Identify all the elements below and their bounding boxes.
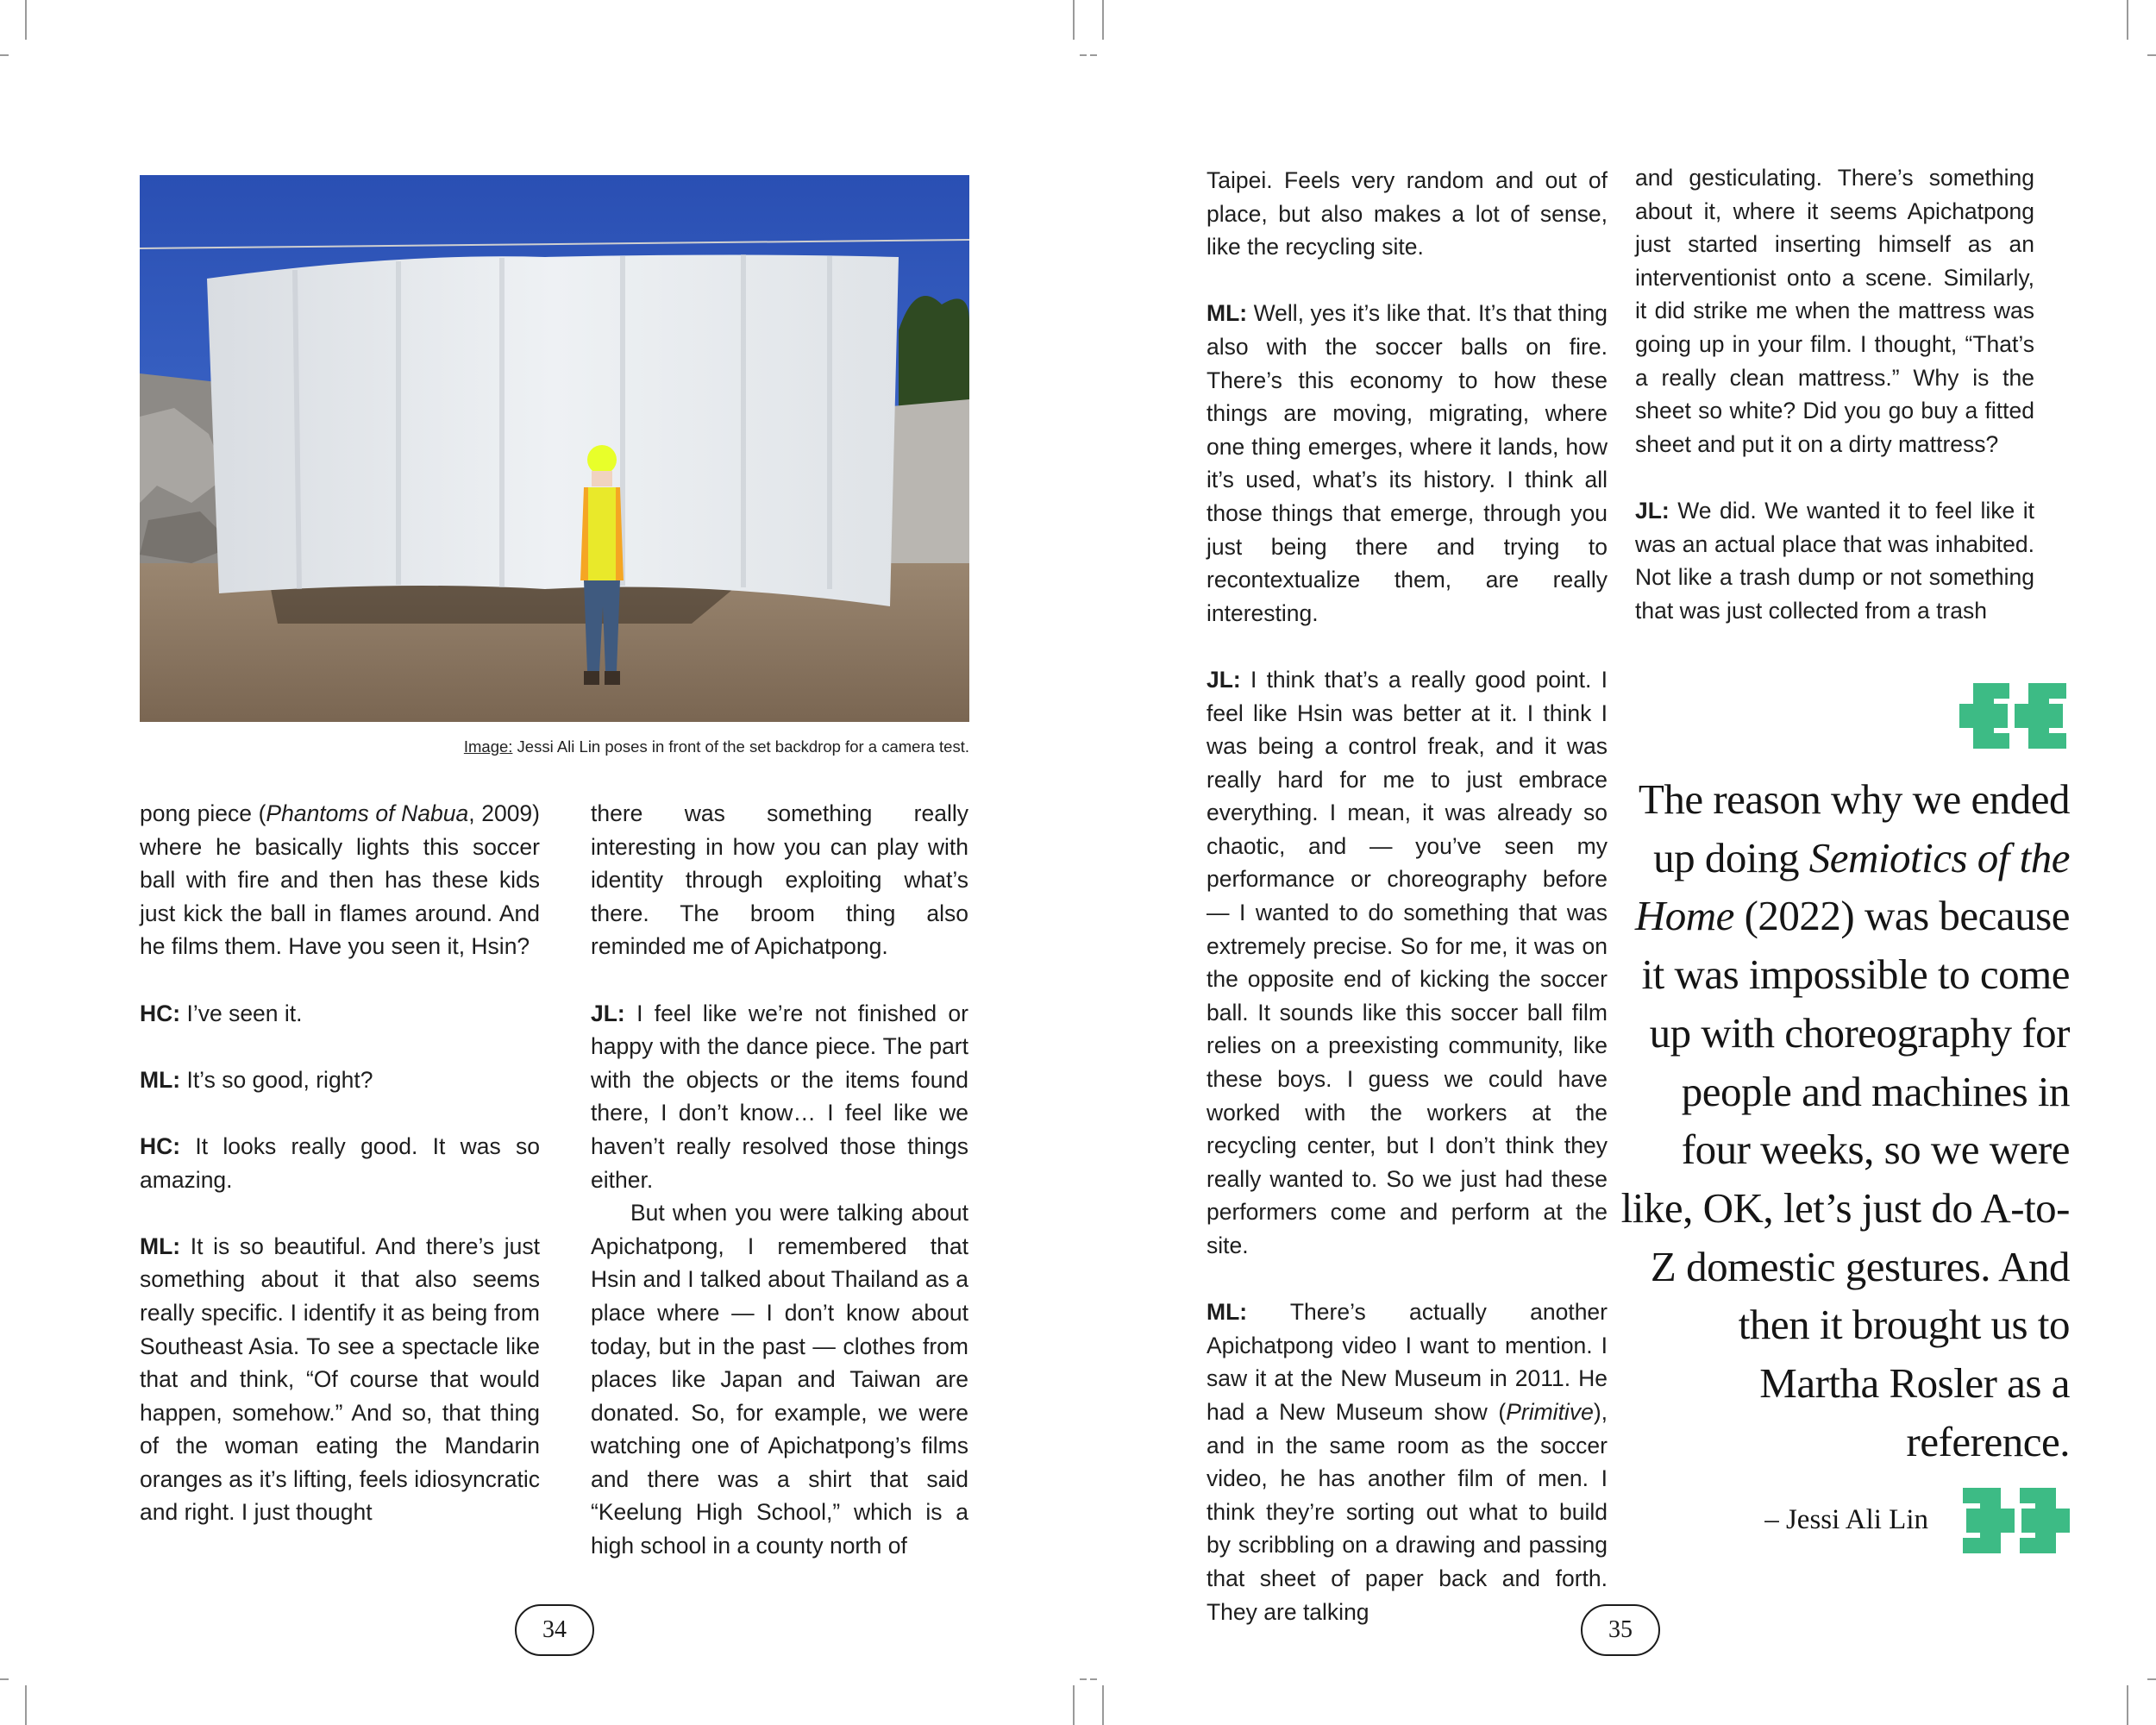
close-quote-icon — [1959, 1488, 2070, 1553]
speaker-label: JL: — [591, 1000, 625, 1026]
caption-label: Image: — [463, 737, 513, 756]
paragraph — [591, 997, 968, 1197]
crop-mark — [1090, 54, 1097, 56]
page-number-right: 35 — [1581, 1604, 1660, 1656]
paragraph — [140, 1063, 540, 1097]
speaker-label: JL: — [1635, 497, 1670, 524]
crop-mark — [2147, 1678, 2156, 1680]
paragraph — [140, 1230, 540, 1529]
crop-mark — [25, 1685, 27, 1725]
text-column-2 — [591, 797, 968, 1563]
paragraph — [140, 997, 540, 1031]
crop-mark — [1090, 1678, 1097, 1680]
speaker-label: JL: — [1206, 666, 1241, 693]
text-run: ), and in the same room as the soccer video, he has another film of men. I think they’re sorting out what to build by scribbling on a drawing and passing that sheet of paper back and forth. They are talking — [1206, 1398, 1608, 1625]
caption-text: Jessi Ali Lin poses in front of the set backdrop for a camera test. — [512, 737, 969, 756]
show-title: Primitive — [1506, 1398, 1594, 1425]
page-number-left: 34 — [515, 1604, 594, 1656]
speaker-label: ML: — [1206, 300, 1248, 327]
film-title: Phantoms of Nabua — [266, 800, 469, 826]
speaker-label: ML: — [1206, 1299, 1248, 1326]
crop-mark — [0, 54, 9, 56]
paragraph: there was something really interesting in how you can play with identity through exploiting what’s there. The broom thing also reminded me of Apichatpong. — [591, 800, 968, 960]
text-column-3 — [1206, 164, 1608, 1628]
text-run: Well, yes it’s like that. It’s that thing also with the soccer balls on fire. There’s this economy to how these things are moving, migrating, where one thing emerges, where it lands, how it’s used, what’s its history. I think all those things that emerge, through you just being there and trying to recontextualize them, are really interesting. — [1206, 300, 1608, 626]
crop-mark — [25, 0, 27, 40]
text-run: We did. We wanted it to feel like it was an actual place that was inhabited. Not like a trash dump or not something that was just collected from a trash — [1635, 497, 2034, 624]
text-run: I feel like we’re not finished or happy with the dance piece. The part with the objects or the items found there, I don’t know… I feel like we haven’t really resolved those things either. — [591, 1000, 968, 1193]
text-column-4 — [1635, 161, 2034, 627]
crop-mark — [1073, 1685, 1075, 1725]
photo-caption — [464, 737, 969, 756]
text-run: I think that’s a really good point. I feel like Hsin was better at it. I think I was being a control freak, and it was really hard for me to just embrace everything. I mean, it was already so chaotic, and — you’ve seen my performance or choreography before — I wanted to do something that was extremely precise. So for me, it was on the opposite end of kicking the soccer ball. It sounds like this soccer ball film relies on a preexisting community, like these boys. I guess we could have worked with the workers at the recycling center, but I don’t think they really wanted to. So we just had these performers come and perform at the site. — [1206, 666, 1608, 1258]
text-run: pong piece ( — [140, 800, 266, 826]
paragraph — [140, 1130, 540, 1196]
paragraph — [140, 797, 540, 963]
text-run: It is so beautiful. And there’s just something about it that also seems really specific. I identify it as being from Southeast Asia. To see a spectacle like that and think, “Of course that would happen, somehow.” And so, that thing of the woman eating the Mandarin oranges as it’s lifting, feels idiosyncratic and right. I just thought — [140, 1233, 540, 1526]
speaker-label: ML: — [140, 1233, 181, 1259]
paragraph — [1635, 494, 2034, 627]
paragraph: Taipei. Feels very random and out of place, but also makes a lot of sense, like the recycling site. — [1206, 167, 1608, 260]
speaker-label: HC: — [140, 1000, 181, 1026]
speaker-label: ML: — [140, 1066, 181, 1093]
text-run: , 2009) where he basically lights this soccer ball with fire and then has these kids just kick the ball in flames around. And he films them. Have you seen it, Hsin? — [140, 800, 540, 960]
paragraph — [1206, 663, 1608, 1263]
text-run: It looks really good. It was so amazing. — [140, 1132, 540, 1193]
crop-mark — [1102, 1685, 1104, 1725]
pull-quote — [1611, 770, 2070, 1471]
crop-mark — [1073, 0, 1075, 40]
paragraph — [1206, 297, 1608, 630]
crop-mark — [1080, 54, 1087, 56]
crop-mark — [0, 1678, 9, 1680]
quote-text: The reason why we ended up doing — [1638, 775, 2070, 881]
crop-mark — [2127, 1685, 2128, 1725]
backdrop-photo — [140, 175, 969, 722]
text-column-1 — [140, 797, 540, 1529]
text-run: It’s so good, right? — [180, 1066, 373, 1093]
text-run: There’s actually another Apichatpong video I want to mention. I saw it at the New Museum in 2011. He had a New Museum show ( — [1206, 1299, 1608, 1425]
crop-mark — [1080, 1678, 1087, 1680]
work-title: Semiotics of the Home — [1634, 833, 2070, 940]
quote-attribution: – Jessi Ali Lin — [1764, 1504, 1928, 1535]
speaker-label: HC: — [140, 1132, 181, 1159]
paragraph: and gesticulating. There’s something about it, where it seems Apichatpong just started inserting himself as an interventionist onto a scene. Similarly, it did strike me when the mattress was going up in your film. I thought, “That’s a really clean mattress.” Why is the sheet so white? Did you go buy a fitted sheet and put it on a dirty mattress? — [1635, 165, 2034, 457]
paragraph — [1206, 1295, 1608, 1628]
crop-mark — [2147, 54, 2156, 56]
quote-text: (2022) was because it was impossible to come up with choreography for people and machines in four weeks, so we were like, OK, let’s just do A-to-Z domestic gestures. And then it brought us to Martha Rosler as a reference. — [1620, 892, 2070, 1465]
open-quote-icon — [1959, 683, 2070, 749]
photo-illustration — [140, 175, 969, 722]
text-run: I’ve seen it. — [180, 1000, 303, 1026]
paragraph: But when you were talking about Apichatpong, I remembered that Hsin and I talked about Thailand as a place where — I don’t know about today, but in the past — clothes from places like Japan and Taiwan are donated. So, for example, we were watching one of Apichatpong’s films and there was a shirt that said “Keelung High School,” which is a high school in a county north of — [591, 1200, 968, 1559]
crop-mark — [1102, 0, 1104, 40]
crop-mark — [2127, 0, 2128, 40]
